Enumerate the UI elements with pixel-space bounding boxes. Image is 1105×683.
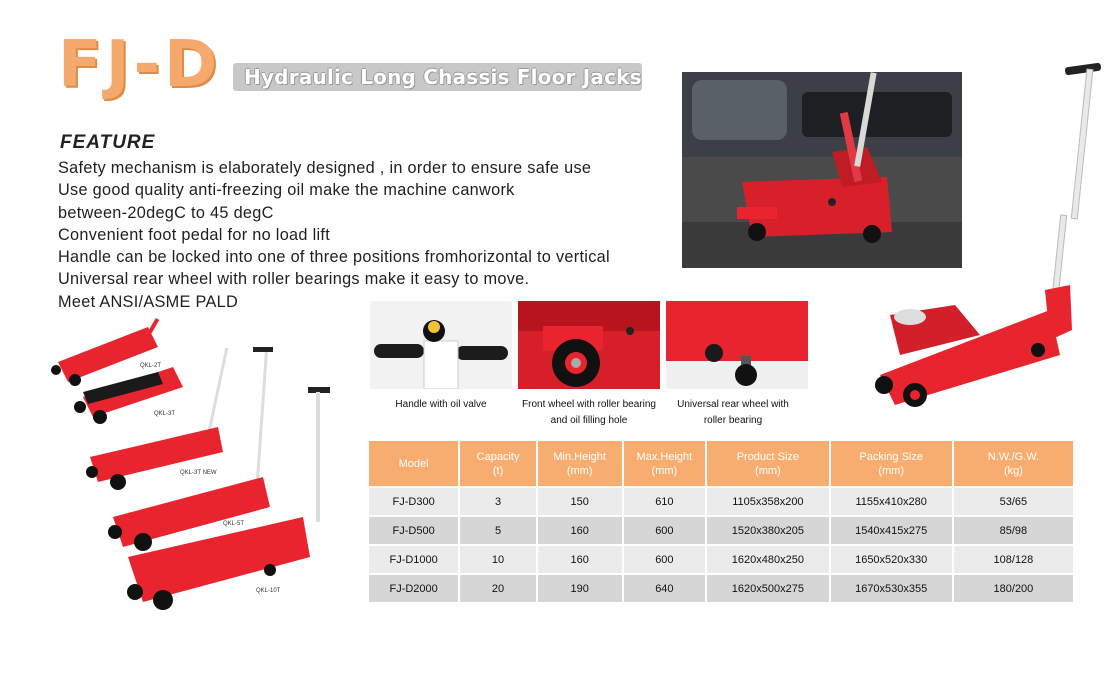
feature-line: Handle can be locked into one of three positions fromhorizontal to vertical [58,248,610,267]
column-header: N.W./G.W. (kg) [953,441,1073,487]
table-cell: 160 [537,516,623,545]
column-header: Product Size (mm) [706,441,829,487]
table-cell: 190 [537,574,623,602]
jack-model-label: QKL-3T NEW [180,470,217,476]
table-row [369,545,1073,574]
handle-detail-photo [370,301,512,389]
column-header: Max.Height (mm) [623,441,707,487]
table-cell: 180/200 [953,574,1073,602]
long-chassis-jack-photo [860,55,1105,415]
jack-model-label: QKL-2T [140,363,162,369]
series-logo: FJ-D [58,28,222,102]
table-row [369,516,1073,545]
table-cell: 1540x415x275 [830,516,953,545]
handle-caption: Handle with oil valve [395,399,487,410]
jack-model-label: QKL-10T [256,588,281,594]
table-row [369,487,1073,516]
table-cell: 160 [537,545,623,574]
rear-wheel-caption: Universal rear wheel with roller bearing [677,399,789,426]
table-cell: 600 [623,516,707,545]
feature-line: Meet ANSI/ASME PALD [58,292,239,311]
table-cell: 1620x480x250 [706,545,829,574]
feature-line: between-20degC to 45 degC [58,203,274,222]
feature-line: Convenient foot pedal for no load lift [58,225,331,244]
feature-list [58,157,610,313]
table-cell: FJ-D500 [369,516,459,545]
table-cell: 20 [459,574,537,602]
product-subtitle: Hydraulic Long Chassis Floor Jacks [244,65,642,89]
table-cell: 1620x500x275 [706,574,829,602]
table-cell: 53/65 [953,487,1073,516]
table-cell: 1155x410x280 [830,487,953,516]
table-cell: 1520x380x205 [706,516,829,545]
table-cell: 600 [623,545,707,574]
rear-wheel-detail-photo [666,301,808,389]
jack-model-label: QKL-5T [223,521,245,527]
table-cell: 5 [459,516,537,545]
table-cell: 1650x520x330 [830,545,953,574]
feature-line: Safety mechanism is elaborately designed , in order to ensure safe use [58,159,592,177]
feature-line: Use good quality anti-freezing oil make the machine canwork [58,181,515,200]
table-cell: 640 [623,574,707,602]
table-cell: 1105x358x200 [706,487,829,516]
front-wheel-detail-photo [518,301,660,389]
table-cell: 610 [623,487,707,516]
column-header: Packing Size (mm) [830,441,953,487]
table-cell: FJ-D1000 [369,545,459,574]
column-header: Capacity (t) [459,441,537,487]
front-wheel-caption: Front wheel with roller bearing and oil filling hole [522,399,656,426]
table-cell: 150 [537,487,623,516]
table-cell: FJ-D2000 [369,574,459,602]
feature-heading: FEATURE [60,132,156,153]
table-cell: 108/128 [953,545,1073,574]
table-cell: 3 [459,487,537,516]
table-cell: 85/98 [953,516,1073,545]
table-row [369,574,1073,602]
jack-range-photo [48,312,358,612]
column-header: Model [369,441,459,487]
specification-table [369,441,1073,602]
table-cell: 1670x530x355 [830,574,953,602]
feature-line: Universal rear wheel with roller bearings make it easy to move. [58,270,530,289]
column-header: Min.Height (mm) [537,441,623,487]
table-cell: FJ-D300 [369,487,459,516]
table-cell: 10 [459,545,537,574]
jack-model-label: QKL-3T [154,411,176,417]
table-header-row [369,441,1073,487]
